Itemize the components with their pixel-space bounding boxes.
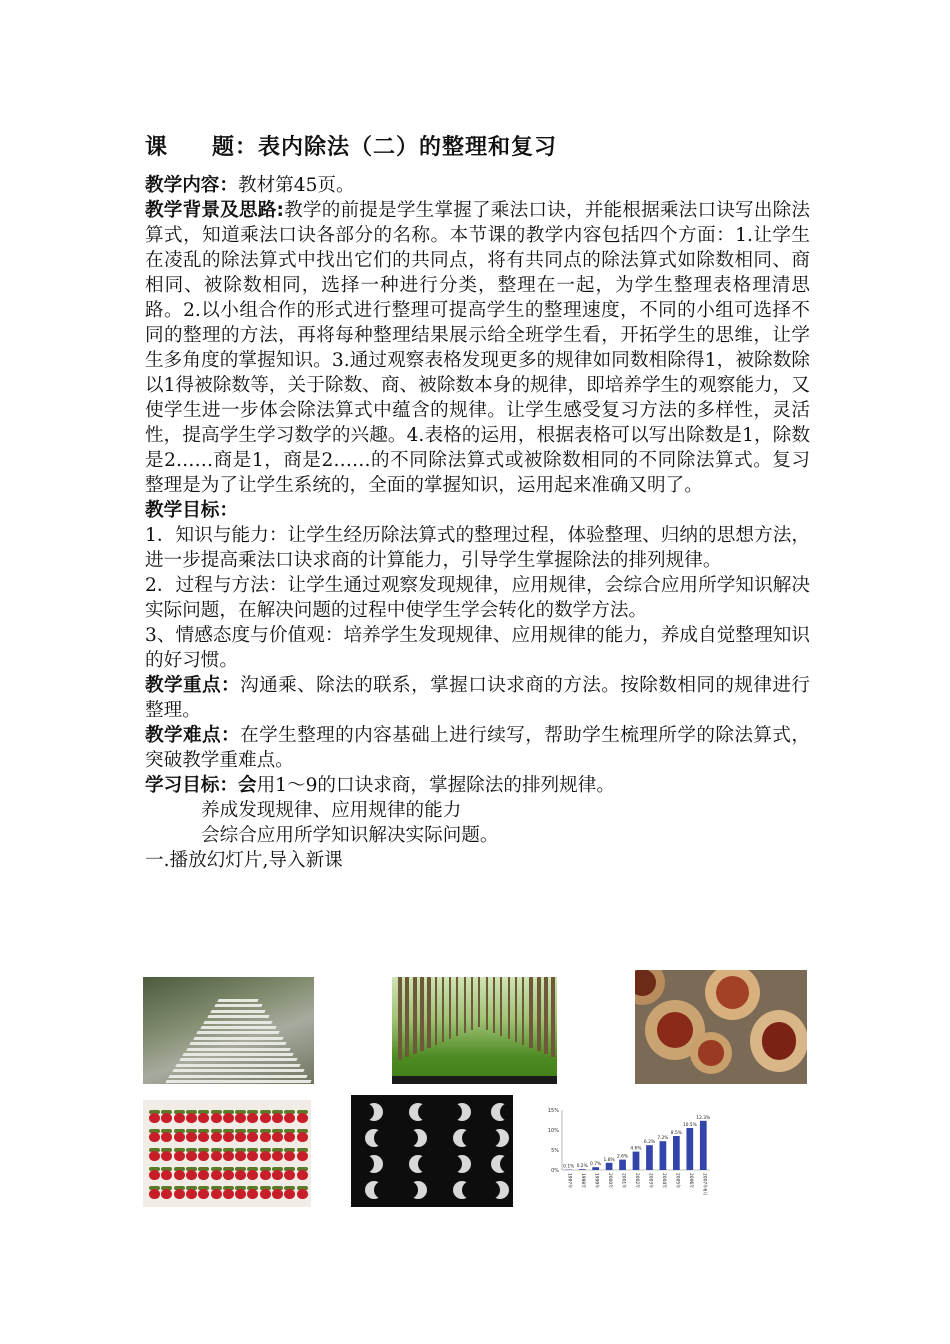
goal-1: 1．知识与能力：让学生经历除法算式的整理过程，体验整理、归纳的思想方法，进一步提高乘法口诀求商的计算能力，引导学生掌握除法的排列规律。: [145, 525, 810, 571]
key-text: 沟通乘、除法的联系，掌握口诀求商的方法。按除数相同的规律进行整理。: [145, 675, 810, 721]
stairs-photo: [143, 977, 314, 1084]
study-text: 用1～9的口诀求商，掌握除法的排列规律。: [256, 775, 615, 796]
y-tick-label: 0%: [551, 1168, 559, 1174]
x-tick-label: 2007年6月: [701, 1173, 707, 1196]
document-page: [145, 130, 810, 873]
bar: [633, 1152, 640, 1170]
bar-data-label: 10.5%: [682, 1123, 697, 1128]
x-tick-label: 2002年: [634, 1173, 639, 1189]
difficulty-label: 教学难点：: [145, 725, 241, 746]
bar-data-label: 0.7%: [590, 1162, 602, 1168]
x-tick-label: 2000年: [607, 1173, 613, 1189]
content-paragraph: [145, 173, 810, 198]
bar: [646, 1145, 653, 1170]
x-tick-label: 2005年: [674, 1173, 680, 1189]
title-right: 题：表内除法（二）的整理和复习: [212, 135, 558, 160]
goal-3: 3、情感态度与价值观：培养学生发现规律、应用规律的能力，养成自觉整理知识的好习惯。: [145, 625, 810, 671]
key-label: 教学重点：: [145, 675, 241, 696]
y-tick-label: 5%: [551, 1148, 559, 1154]
growth-bar-chart: [540, 1100, 715, 1212]
x-tick-label: 1997年: [566, 1173, 572, 1189]
y-tick-label: 10%: [547, 1128, 559, 1134]
moon-phases-photo: [351, 1095, 513, 1207]
y-tick-label: 15%: [547, 1108, 559, 1114]
bar: [686, 1128, 693, 1170]
bar: [579, 1169, 586, 1170]
bar-data-label: 2.6%: [616, 1154, 629, 1160]
bar-data-label: 4.6%: [630, 1146, 642, 1152]
background-paragraph: [145, 198, 810, 498]
bar: [592, 1167, 599, 1170]
x-tick-label: 2004年: [660, 1173, 666, 1189]
bar: [660, 1141, 667, 1170]
forest-photo: [392, 977, 557, 1084]
strawberries-photo: [143, 1100, 311, 1207]
x-tick-label: 2003年: [647, 1173, 653, 1189]
bar: [619, 1160, 626, 1170]
bar-data-label: 12.3%: [696, 1115, 711, 1121]
bar-data-label: 7.2%: [657, 1136, 669, 1142]
x-tick-label: 1998年: [580, 1173, 586, 1189]
goal-2: 2．过程与方法：让学生通过观察发现规律，应用规律，会综合应用所学知识解决实际问题，在解决问题的过程中使学生学会转化的数学方法。: [145, 575, 810, 621]
study-line-3: 会综合应用所学知识解决实际问题。: [201, 825, 499, 846]
bar-data-label: 6.2%: [643, 1140, 656, 1146]
section-heading: 一.播放幻灯片,导入新课: [145, 850, 343, 871]
difficulty-text: 在学生整理的内容基础上进行续写，帮助学生梳理所学的除法算式，突破教学重难点。: [145, 725, 810, 771]
chart-svg: [540, 1100, 715, 1212]
bar-data-label: 8.5%: [670, 1131, 682, 1136]
difficulty-paragraph: [145, 723, 810, 773]
bar-data-label: 1.8%: [603, 1157, 615, 1163]
lesson-title: [145, 130, 810, 161]
x-tick-label: 2001年: [620, 1173, 626, 1189]
x-tick-label: 2006年: [687, 1173, 693, 1189]
background-label: 教学背景及思路:: [145, 200, 284, 221]
study-line-2: 养成发现规律、应用规律的能力: [201, 800, 462, 821]
bar-data-label: 0.2%: [576, 1164, 588, 1170]
bar: [700, 1121, 707, 1170]
bar: [606, 1163, 613, 1170]
study-label: 学习目标：会: [145, 775, 257, 796]
lesson-body: [145, 173, 810, 873]
study-paragraph: [145, 773, 810, 798]
bar-data-label: 0.1%: [563, 1164, 575, 1170]
goals-heading: 教学目标：: [145, 500, 238, 521]
logs-photo: [635, 970, 807, 1084]
content-text: 教材第45页。: [237, 175, 355, 196]
bar: [673, 1136, 680, 1170]
content-label: 教学内容：: [145, 175, 238, 196]
key-paragraph: [145, 673, 810, 723]
background-text: 教学的前提是学生掌握了乘法口诀，并能根据乘法口诀写出除法算式，知道乘法口诀各部分的名称。本节课的教学内容包括四个方面：1.让学生在凌乱的除法算式中找出它们的共同点，将有共同点的除法算式如除数相同、商相同、被除数相同，选择一种进行分类，整理在一起，为学生整理表格理清思路。2.以小组合作的形式进行整理可提高学生的整理速度，不同的小组可选择不同的整理的方法，再将每种整理结果展示给全班学生看，开拓学生的思维，让学生多角度的掌握知识。3.通过观察表格发现更多的规律如同数相除得1，被除数除以1得被除数等，关于除数、商、被除数本身的规律，即培养学生的观察能力，又使学生进一步体会除法算式中蕴含的规律。让学生感受复习方法的多样性，灵活性，提高学生学习数学的兴趣。4.表格的运用，根据表格可以写出除数是1，除数是2……商是1，商是2……的不同除法算式或被除数相同的不同除法算式。复习整理是为了让学生系统的，全面的掌握知识，运用起来准确又明了。: [145, 200, 810, 496]
x-tick-label: 1999年: [593, 1173, 599, 1189]
title-left: 课: [145, 135, 169, 160]
